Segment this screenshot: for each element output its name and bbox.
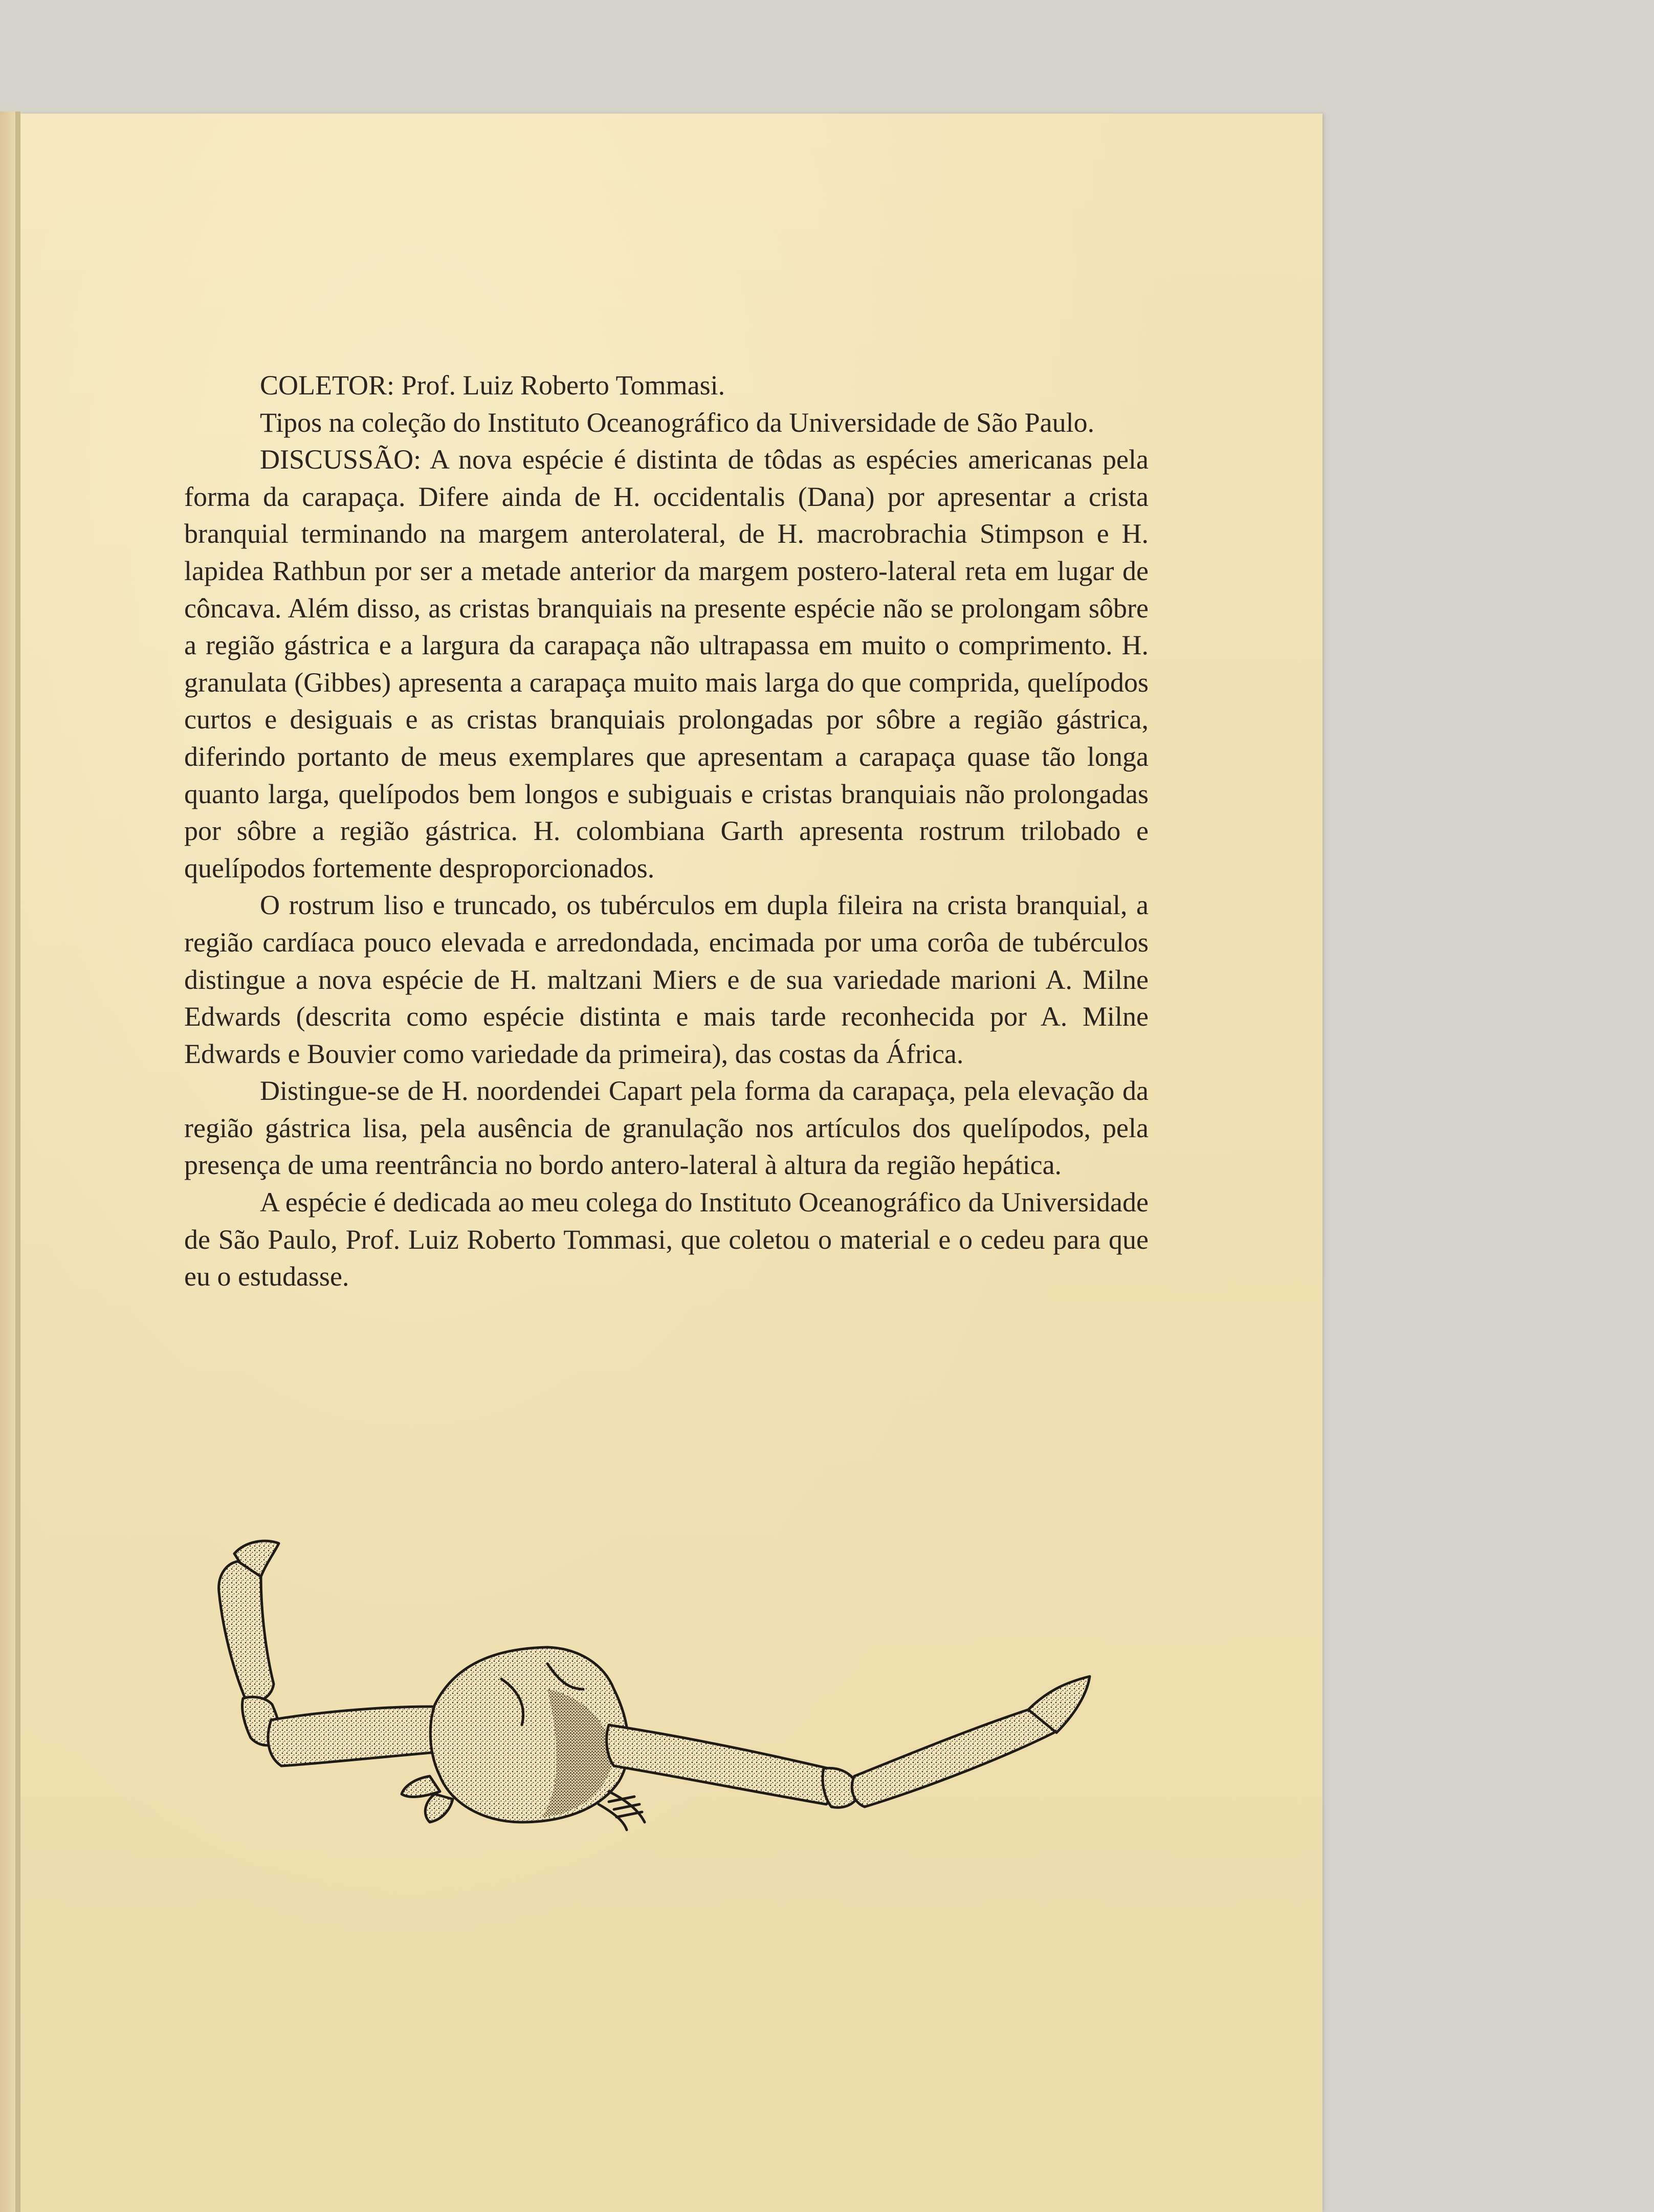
crab-illustration-icon <box>189 1536 1126 1904</box>
right-claw-propodus <box>852 1709 1055 1807</box>
paragraph-tipos: Tipos na coleção do Instituto Oceanográfico da Universidade de São Paulo. <box>260 407 1095 438</box>
right-merus <box>607 1725 835 1804</box>
paragraph-dedicatoria: A espécie é dedicada ao meu colega do Instituto Oceanográfico da Universidade de São Paulo, Prof. Luiz Roberto Tommasi, que coletou o material e o cedeu para que eu o estudasse. <box>184 1187 1149 1292</box>
paragraph-discussao: DISCUSSÃO: A nova espécie é distinta de tôdas as espécies americanas pela forma da carapaça. Difere ainda de H. occidentalis (Dana) por apresentar a crista branquial terminando na margem anterolateral, de H. macrobrachia Stimpson e H. lapidea Rathbun por ser a metade anterior da margem postero-lateral reta em lugar de côncava. Além disso, as cristas branquiais na presente espécie não se prolongam sôbre a região gástrica e a largura da carapaça não ultrapassa em muito o comprimento. H. granulata (Gibbes) apresenta a carapaça muito mais larga do que comprida, quelípodos curtos e desiguais e as cristas branquiais prolongadas por sôbre a região gástrica, diferindo portanto de meus exemplares que apresentam a carapaça quase tão longa quanto larga, quelípodos bem longos e subiguais e cristas branquiais não prolongadas por sôbre a região gástrica. H. colombiana Garth apresenta rostrum trilobado e quelípodos fortemente desproporcionados. <box>184 444 1149 883</box>
left-page-edge <box>0 112 15 2212</box>
body-text <box>184 367 1149 1295</box>
page-gutter <box>15 112 20 2212</box>
paragraph-rostrum: O rostrum liso e truncado, os tubérculos em dupla fileira na crista branquial, a região cardíaca pouco elevada e arredondada, encimada por uma corôa de tubérculos distingue a nova espécie de H. maltzani Miers e de sua variedade marioni A. Milne Edwards (descrita como espécie distinta e mais tarde reconhecida por A. Milne Edwards e Bouvier como variedade da primeira), das costas da África. <box>184 890 1149 1069</box>
paragraph-distingue: Distingue-se de H. noordendei Capart pela forma da carapaça, pela elevação da região gástrica lisa, pela ausência de granulação nos artículos dos quelípodos, pela presença de uma reentrância no bordo antero-lateral à altura da região hepática. <box>184 1075 1149 1181</box>
left-claw-propodus <box>219 1561 274 1701</box>
document-page <box>20 114 1322 2212</box>
walking-leg <box>425 1794 453 1822</box>
paragraph-coletor: COLETOR: Prof. Luiz Roberto Tommasi. <box>260 370 725 401</box>
